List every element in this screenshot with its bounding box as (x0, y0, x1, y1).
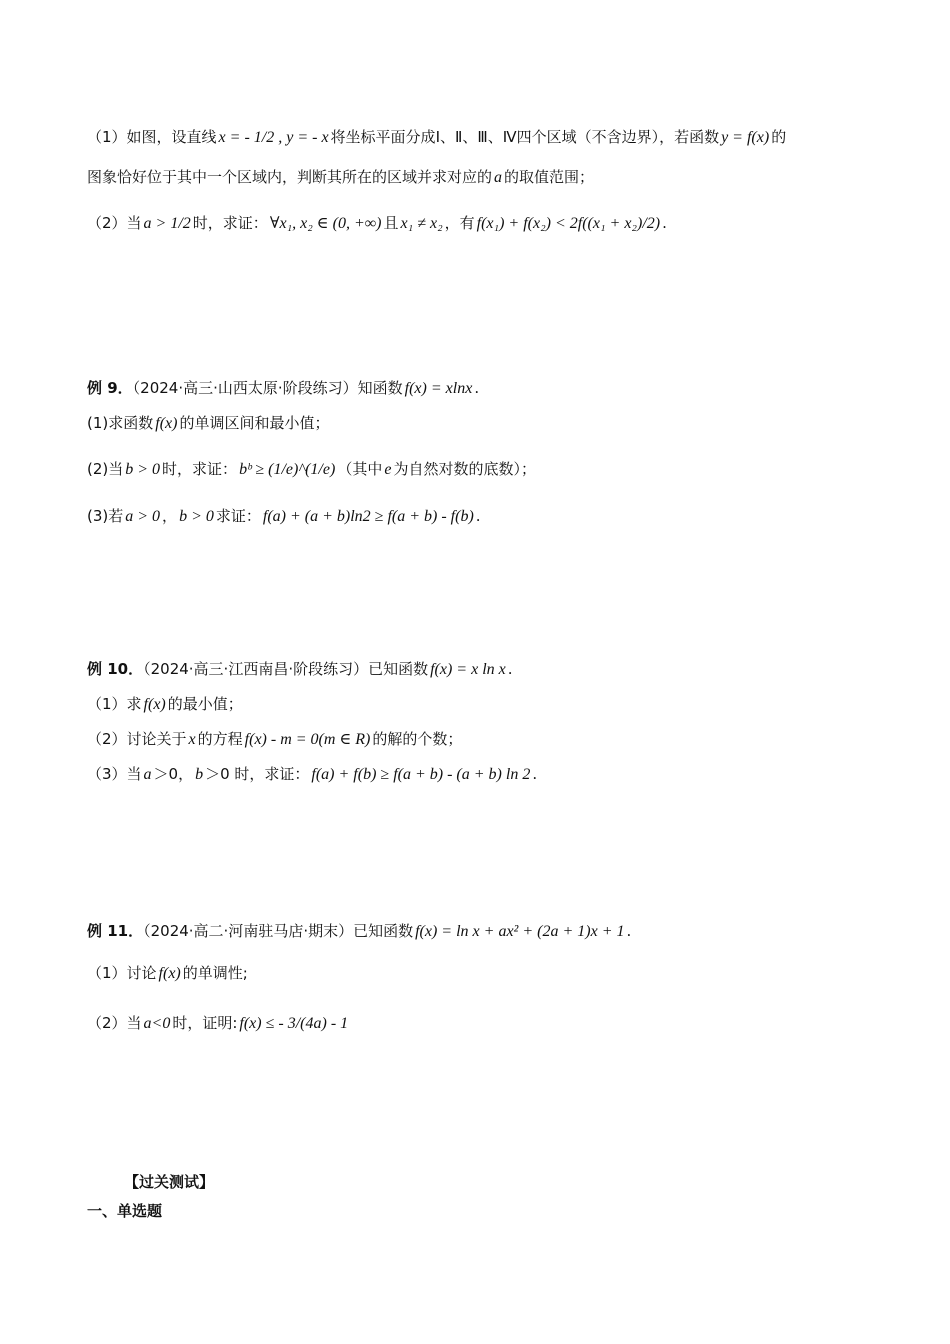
example-11-title: 例 11．（2024·高二·河南驻马店·期末）已知函数 f(x) = ln x + ax² + (2a + 1)x + 1 . (87, 922, 632, 940)
example-9-q2: (2)当 b > 0 时，求证： bᵇ ≥ (1/e)^(1/e) （其中 e 为自然对数的底数）； (87, 460, 536, 478)
example-10-q3: （3）当 a ＞0， b ＞0 时，求证： f(a) + f(b) ≥ f(a + b) - (a + b) ln 2 . (87, 765, 538, 783)
example-label: 例 10． (87, 660, 144, 678)
example-label: 例 9． (87, 379, 133, 397)
example-9-q1: (1)求函数 f(x) 的单调区间和最小值； (87, 414, 330, 432)
example-11-q1: （1）讨论 f(x) 的单调性; (87, 964, 248, 982)
prev-problem-part1-line1: （1）如图，设直线 x = - 1/2 , y = - x 将坐标平面分成Ⅰ、Ⅱ、Ⅲ、Ⅳ四个区域（不含边界），若函数 y = f(x) 的 (87, 128, 787, 146)
prev-problem-part2: （2）当 a > 1/2 时，求证： ∀x₁, x₂ ∈ (0, +∞) 且 x₁ ≠ x₂ ，有 f(x₁) + f(x₂) < 2f((x₁ + x₂)/2) . (87, 214, 667, 232)
test-section-heading: 【过关测试】 (124, 1173, 215, 1191)
prev-problem-part1-line2: 图象恰好位于其中一个区域内，判断其所在的区域并求对应的 a 的取值范围； (87, 168, 595, 186)
math-func: y = f(x) (721, 129, 770, 146)
example-9-title: 例 9．（2024·高三·山西太原·阶段练习）知函数 f(x) = xlnx . (87, 379, 480, 397)
example-10-title: 例 10．（2024·高三·江西南昌·阶段练习）已知函数 f(x) = x ln x . (87, 660, 513, 678)
example-label: 例 11． (87, 922, 144, 940)
example-9-q3: (3)若 a > 0 ， b > 0 求证： f(a) + (a + b)ln2 ≥ f(a + b) - f(b) . (87, 507, 481, 525)
math-lines: x = - 1/2 , y = - x (218, 129, 329, 146)
example-10-q2: （2）讨论关于 x 的方程 f(x) - m = 0(m ∈ R) 的解的个数； (87, 730, 463, 748)
example-10-q1: （1）求 f(x) 的最小值； (87, 695, 243, 713)
single-choice-heading: 一、单选题 (87, 1202, 163, 1220)
example-11-q2: （2）当 a<0 时，证明: f(x) ≤ - 3/(4a) - 1 (87, 1014, 349, 1032)
region-labels: Ⅰ、Ⅱ、Ⅲ、Ⅳ (435, 128, 517, 146)
